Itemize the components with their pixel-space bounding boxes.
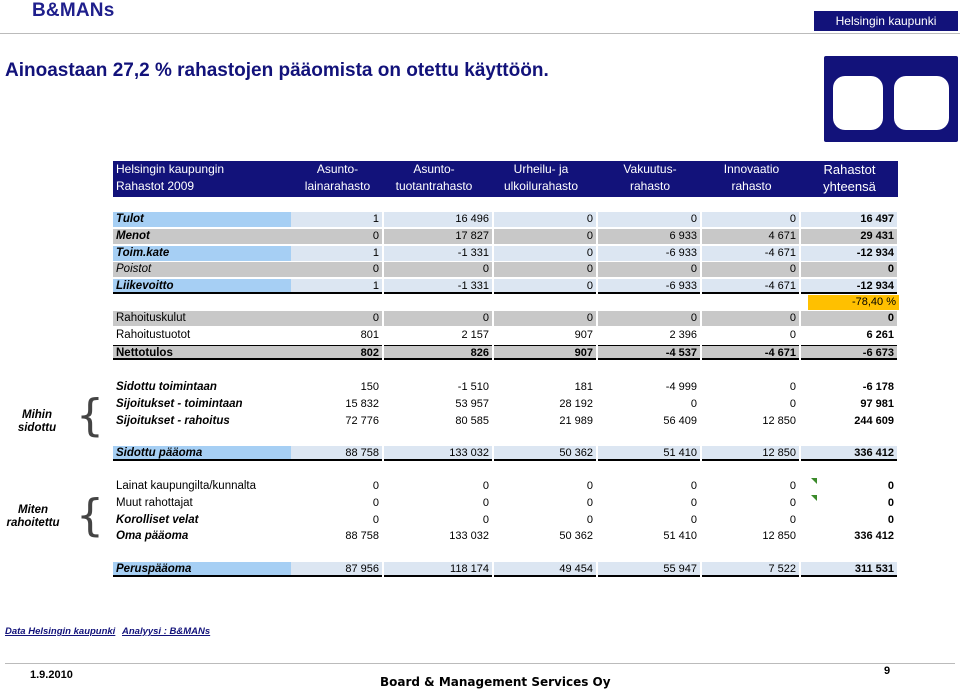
- table-cell: -12 934: [801, 279, 897, 294]
- table-cell: 51 410: [598, 446, 700, 461]
- table-cell: 0: [494, 262, 596, 277]
- table-cell: 0: [384, 496, 492, 511]
- side-label-mihin: Mihin sidottu: [17, 409, 57, 434]
- table-cell: 311 531: [801, 562, 897, 577]
- table-header-row-label: Helsingin kaupungin Rahastot 2009: [116, 162, 225, 193]
- row-label: Menot: [113, 229, 291, 244]
- table-cell: 0: [598, 479, 700, 494]
- table-cell: 49 454: [494, 562, 596, 577]
- table-cell: 0: [494, 279, 596, 294]
- table-cell: 15 832: [291, 397, 382, 412]
- table-cell: 0: [801, 262, 897, 277]
- table-cell: 133 032: [384, 529, 492, 544]
- header-divider: [0, 33, 960, 34]
- table-cell: 72 776: [291, 414, 382, 429]
- table-cell: 0: [494, 212, 596, 227]
- row-label: Lainat kaupungilta/kunnalta: [113, 479, 291, 494]
- table-cell: 1: [291, 212, 382, 227]
- table-cell: -4 671: [702, 345, 799, 360]
- footer-company: Board & Management Services Oy: [380, 675, 611, 689]
- source-note: Data Helsingin kaupunki: [5, 626, 116, 637]
- table-cell: 4 671: [702, 229, 799, 244]
- table-cell: 6 261: [801, 328, 897, 343]
- row-label: Oma pääoma: [113, 529, 291, 544]
- table-cell: 336 412: [801, 446, 897, 461]
- table-cell: 0: [801, 311, 897, 326]
- company-logo-icon: [824, 56, 958, 142]
- table-cell: 2 396: [598, 328, 700, 343]
- row-label: Sidottu toimintaan: [113, 380, 291, 395]
- table-cell: 12 850: [702, 414, 799, 429]
- table-header-col: Asunto- lainarahasto: [304, 162, 371, 193]
- footer-divider: [5, 663, 955, 664]
- table-cell: 0: [291, 262, 382, 277]
- table-header-col: Vakuutus- rahasto: [623, 162, 677, 193]
- table-cell: -6 933: [598, 279, 700, 294]
- table-cell: 28 192: [494, 397, 596, 412]
- row-label: Rahoitustuotot: [113, 328, 291, 343]
- table-cell: 12 850: [702, 446, 799, 461]
- row-label: Toim.kate: [113, 246, 291, 261]
- table-cell: 17 827: [384, 229, 492, 244]
- comment-flag-icon: [811, 478, 817, 484]
- table-cell: 7 522: [702, 562, 799, 577]
- row-label: Sijoitukset - rahoitus: [113, 414, 291, 429]
- table-cell: -12 934: [801, 246, 897, 261]
- table-cell: 0: [291, 311, 382, 326]
- table-cell: 0: [702, 513, 799, 528]
- table-cell: 0: [598, 496, 700, 511]
- table-cell: 802: [291, 345, 382, 360]
- table-header-col: Urheilu- ja ulkoilurahasto: [503, 162, 579, 193]
- table-cell: 0: [384, 513, 492, 528]
- table-cell: 0: [598, 513, 700, 528]
- table-cell: 50 362: [494, 446, 596, 461]
- table-cell: 0: [702, 496, 799, 511]
- table-cell: -4 999: [598, 380, 700, 395]
- table-cell: 0: [494, 246, 596, 261]
- table-cell: -6 933: [598, 246, 700, 261]
- table-cell: 0: [291, 479, 382, 494]
- table-cell: 97 981: [801, 397, 897, 412]
- row-label: Sidottu pääoma: [113, 446, 291, 461]
- table-cell: 0: [598, 262, 700, 277]
- table-cell: 0: [702, 212, 799, 227]
- client-badge: Helsingin kaupunki: [814, 11, 958, 31]
- table-cell: 0: [702, 397, 799, 412]
- table-cell: 118 174: [384, 562, 492, 577]
- table-cell: 80 585: [384, 414, 492, 429]
- table-cell: 336 412: [801, 529, 897, 544]
- table-header-col: Innovaatio rahasto: [723, 162, 780, 193]
- table-cell: -6 178: [801, 380, 897, 395]
- table-cell: 53 957: [384, 397, 492, 412]
- table-cell: 88 758: [291, 446, 382, 461]
- table-cell: 16 497: [801, 212, 897, 227]
- table-cell: 6 933: [598, 229, 700, 244]
- table-cell: 29 431: [801, 229, 897, 244]
- table-cell: 88 758: [291, 529, 382, 544]
- percent-note: -78,40 %: [808, 295, 899, 310]
- table-cell: 0: [494, 229, 596, 244]
- table-cell: -4 671: [702, 279, 799, 294]
- table-cell: -1 510: [384, 380, 492, 395]
- table-cell: -1 331: [384, 246, 492, 261]
- table-cell: 0: [702, 380, 799, 395]
- row-label: Poistot: [113, 262, 291, 277]
- table-cell: 56 409: [598, 414, 700, 429]
- table-cell: 150: [291, 380, 382, 395]
- table-cell: 0: [384, 311, 492, 326]
- table-cell: 12 850: [702, 529, 799, 544]
- table-cell: 0: [291, 513, 382, 528]
- table-cell: -4 537: [598, 345, 700, 360]
- table-cell: 244 609: [801, 414, 897, 429]
- table-cell: -1 331: [384, 279, 492, 294]
- table-cell: 21 989: [494, 414, 596, 429]
- table-cell: 0: [702, 262, 799, 277]
- brand-logo-text: B&MANs: [32, 0, 115, 21]
- table-cell: 0: [598, 212, 700, 227]
- footer-date: 1.9.2010: [30, 669, 73, 681]
- table-cell: 0: [801, 479, 897, 494]
- table-cell: 1: [291, 279, 382, 294]
- table-cell: 181: [494, 380, 596, 395]
- table-cell: 16 496: [384, 212, 492, 227]
- table-header-col: Rahastot yhteensä: [823, 162, 876, 194]
- analysis-note: Analyysi : B&MANs: [122, 626, 211, 637]
- table-cell: 0: [494, 513, 596, 528]
- table-cell: 826: [384, 345, 492, 360]
- table-cell: 55 947: [598, 562, 700, 577]
- table-cell: -6 673: [801, 345, 897, 360]
- page-title: Ainoastaan 27,2 % rahastojen pääomista on otettu käyttöön.: [5, 60, 549, 81]
- table-cell: 0: [384, 262, 492, 277]
- row-label: Tulot: [113, 212, 291, 227]
- table-header-col: Asunto- tuotantrahasto: [395, 162, 473, 193]
- table-cell: 0: [598, 397, 700, 412]
- table-cell: 0: [291, 229, 382, 244]
- table-cell: 1: [291, 246, 382, 261]
- row-label: Nettotulos: [113, 345, 291, 360]
- table-cell: 0: [598, 311, 700, 326]
- table-cell: 87 956: [291, 562, 382, 577]
- comment-flag-icon: [811, 495, 817, 501]
- table-cell: 51 410: [598, 529, 700, 544]
- table-cell: 0: [801, 496, 897, 511]
- page-number: 9: [884, 665, 891, 677]
- row-label: Rahoituskulut: [113, 311, 291, 326]
- row-label: Muut rahottajat: [113, 496, 291, 511]
- table-cell: 0: [494, 479, 596, 494]
- table-cell: 133 032: [384, 446, 492, 461]
- table-cell: 907: [494, 328, 596, 343]
- side-label-miten: Miten rahoitettu: [6, 504, 60, 529]
- table-cell: 0: [702, 479, 799, 494]
- table-cell: 0: [494, 496, 596, 511]
- table-cell: 0: [291, 496, 382, 511]
- table-cell: 2 157: [384, 328, 492, 343]
- table-cell: 50 362: [494, 529, 596, 544]
- brace-icon: {: [76, 390, 104, 441]
- row-label: Sijoitukset - toimintaan: [113, 397, 291, 412]
- table-cell: 0: [801, 513, 897, 528]
- table-cell: 0: [702, 311, 799, 326]
- table-cell: -4 671: [702, 246, 799, 261]
- row-label: Korolliset velat: [113, 513, 291, 528]
- table-cell: 0: [494, 311, 596, 326]
- brace-icon: {: [76, 490, 104, 541]
- table-cell: 907: [494, 345, 596, 360]
- row-label: Peruspääoma: [113, 562, 291, 577]
- row-label: Liikevoitto: [113, 279, 291, 294]
- table-cell: 0: [702, 328, 799, 343]
- table-cell: 0: [384, 479, 492, 494]
- table-cell: 801: [291, 328, 382, 343]
